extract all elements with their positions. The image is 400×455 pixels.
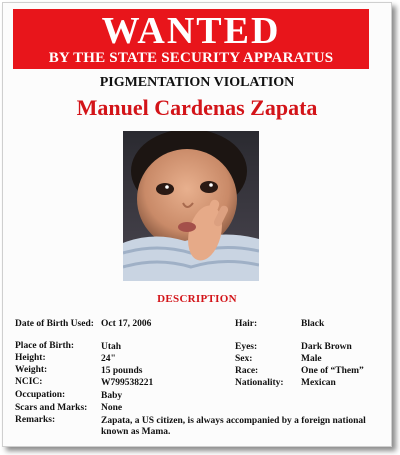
description-heading: DESCRIPTION	[157, 293, 237, 305]
race-value: One of “Them”	[301, 366, 364, 376]
weight-label: Weight:	[15, 365, 48, 375]
dob-value: Oct 17, 2006	[101, 319, 152, 329]
eyes-label: Eyes:	[235, 342, 258, 352]
baby-photo-illustration	[123, 131, 259, 281]
violation-heading: PIGMENTATION VIOLATION	[99, 75, 295, 90]
scars-label: Scars and Marks:	[15, 403, 88, 413]
sex-label: Sex:	[235, 354, 253, 364]
remarks-label: Remarks:	[15, 415, 56, 425]
wanted-banner	[13, 9, 369, 69]
height-value: 24"	[101, 354, 116, 364]
scars-value: None	[101, 403, 123, 413]
suspect-photo	[123, 131, 259, 281]
occupation-value: Baby	[101, 391, 123, 401]
hair-value: Black	[301, 319, 325, 329]
sex-value: Male	[301, 354, 322, 364]
ncic-label: NCIC:	[15, 377, 43, 387]
banner-title: WANTED	[101, 10, 281, 52]
pob-value: Utah	[101, 342, 122, 352]
pob-label: Place of Birth:	[15, 341, 75, 351]
weight-value: 15 pounds	[101, 366, 143, 376]
banner-subtitle: BY THE STATE SECURITY APPARATUS	[48, 50, 334, 66]
wanted-name: Manuel Cardenas Zapata	[76, 95, 318, 120]
hair-label: Hair:	[235, 319, 258, 329]
height-label: Height:	[15, 353, 46, 363]
remarks-value: Zapata, a US citizen, is always accompanied by a foreign national known as Mama.	[101, 416, 366, 437]
occupation-label: Occupation:	[15, 390, 66, 400]
eyes-value: Dark Brown	[301, 342, 352, 352]
dob-label: Date of Birth Used:	[15, 319, 94, 329]
ncic-value: W799538221	[101, 378, 154, 388]
nationality-value: Mexican	[301, 378, 336, 388]
wanted-poster	[2, 2, 392, 447]
race-label: Race:	[235, 366, 259, 376]
nationality-label: Nationality:	[235, 378, 284, 388]
